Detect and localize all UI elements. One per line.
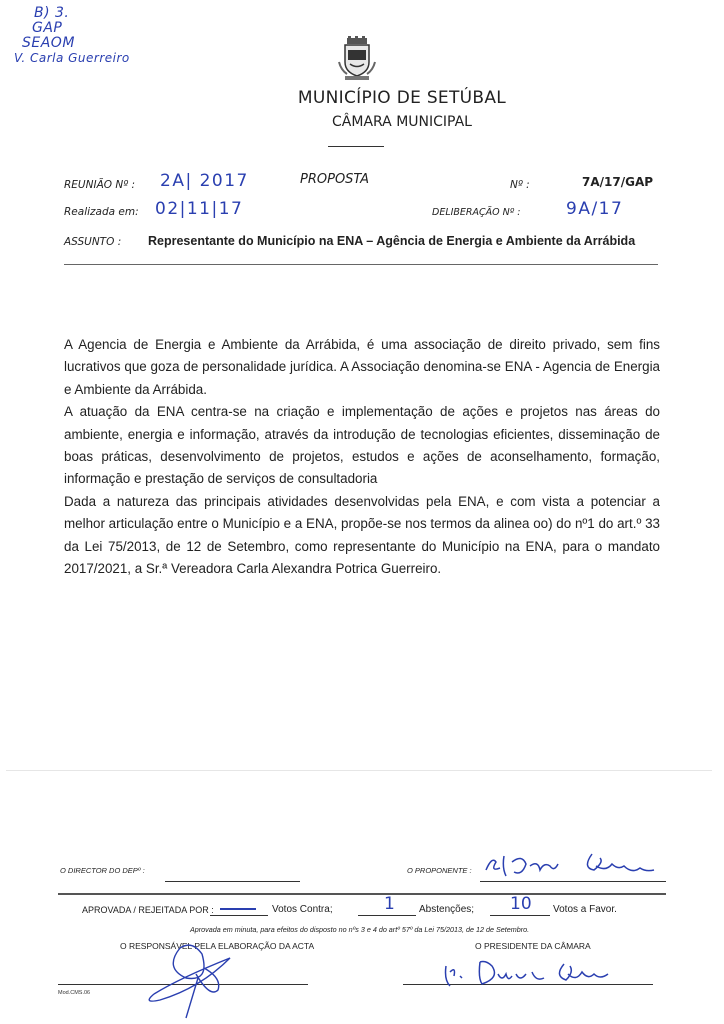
realizada-value: 02|11|17 <box>155 199 244 219</box>
handwritten-line: V. Carla Guerreiro <box>14 51 130 65</box>
aprovada-minuta-note: Aprovada em minuta, para efeitos do disposto no nºs 3 e 4 do artº 57º da Lei 75/2013, de 12 de Setembro. <box>190 925 530 934</box>
reuniao-label: REUNIÃO Nº : <box>64 179 136 191</box>
director-label: O DIRECTOR DO DEPº : <box>60 866 145 875</box>
proponente-label: O PROPONENTE : <box>407 866 472 875</box>
model-code: Mod.CMS.06 <box>58 990 91 996</box>
chamber-title: CÂMARA MUNICIPAL <box>332 114 472 130</box>
abstencoes-value: 10 <box>510 894 532 914</box>
coat-of-arms-icon <box>335 36 379 82</box>
approval-rule <box>58 893 666 895</box>
votos-favor-label: Votos a Favor. <box>553 904 617 915</box>
page-separator <box>6 770 712 771</box>
title-divider <box>328 146 384 147</box>
handwritten-line: SEAOM <box>22 35 75 51</box>
votos-contra-value: 1 <box>384 894 395 914</box>
body-paragraph: A Agencia de Energia e Ambiente da Arrábida, é uma associação de direito privado, sem fins lucrativos que goza de personalidade jurídica. A Associação denomina-se ENA - Agencia de Energia e Ambiente da Arrábida. <box>64 337 660 397</box>
header-rule <box>64 264 658 265</box>
abstencoes-line <box>490 915 550 916</box>
proposal-body <box>64 334 660 580</box>
deliberacao-label: DELIBERAÇÃO Nº : <box>432 207 521 218</box>
municipality-title: MUNICÍPIO DE SETÚBAL <box>297 88 507 108</box>
assunto-label: ASSUNTO : <box>64 236 122 248</box>
doc-type: PROPOSTA <box>300 172 370 187</box>
reuniao-value: 2A| 2017 <box>160 171 249 191</box>
responsavel-label: O RESPONSÁVEL PELA ELABORAÇÃO DA ACTA <box>120 941 315 951</box>
responsavel-signature <box>140 938 260 1020</box>
realizada-label: Realizada em: <box>64 206 139 218</box>
assunto-value: Representante do Município na ENA – Agência de Energia e Ambiente da Arrábida <box>148 234 636 248</box>
proponente-signature <box>482 848 662 884</box>
aprovada-mark <box>220 908 256 910</box>
aprovada-label: APROVADA / REJEITADA POR : <box>82 905 214 915</box>
numero-label: Nº : <box>510 179 530 191</box>
abstencoes-label: Abstenções; <box>419 904 475 915</box>
presidente-signature <box>440 956 620 990</box>
body-paragraph: A atuação da ENA centra-se na criação e implementação de ações e projetos nas áreas do ambiente, energia e informação, através da introdução de tecnologias eficientes, disseminação de boas práticas, desenvolvimento de projetos, estudos e ações de aconselhamento, formação, informação e prestação de serviços de consultadoria <box>64 404 660 487</box>
deliberacao-value: 9A/17 <box>566 199 624 219</box>
handwritten-line: B) 3. <box>34 5 70 21</box>
presidente-label: O PRESIDENTE DA CÂMARA <box>475 941 591 951</box>
aprovada-line <box>210 915 268 916</box>
director-signature-line <box>165 881 300 882</box>
numero-value: 7A/17/GAP <box>582 175 654 189</box>
handwritten-line: GAP <box>32 20 63 36</box>
votos-contra-label: Votos Contra; <box>272 904 333 915</box>
votos-contra-line <box>358 915 416 916</box>
handwritten-note <box>14 6 130 66</box>
body-paragraph: Dada a natureza das principais atividades desenvolvidas pela ENA, e com vista a potenciar a melhor articulação entre o Município e a ENA, propõe-se nos termos da alinea oo) do nº1 do art.º 33 da Lei 75/2013, de 12 de Setembro, como representante do Município na ENA, para o mandato 2017/2021, a Sr.ª Vereadora Carla Alexandra Potrica Guerreiro. <box>64 493 660 577</box>
